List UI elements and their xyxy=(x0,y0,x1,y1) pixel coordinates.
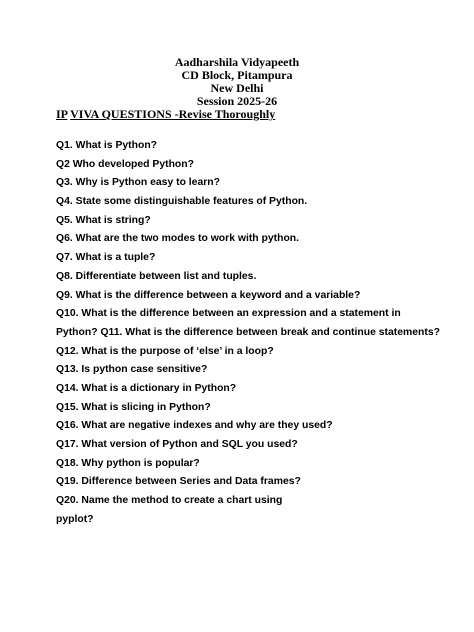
question-line: Q19. Difference between Series and Data frames? xyxy=(56,476,301,488)
question-line: Q7. What is a tuple? xyxy=(56,252,156,264)
question-line: Q9. What is the difference between a keyword and a variable? xyxy=(56,289,361,301)
question-line: Q20. Name the method to create a chart using xyxy=(56,495,283,507)
question-line: Q8. Differentiate between list and tuples. xyxy=(56,270,257,282)
question-line: Q10. What is the difference between an expression and a statement in xyxy=(56,308,401,320)
question-line: Q15. What is slicing in Python? xyxy=(56,401,211,413)
school-name: Aadharshila Vidyapeeth xyxy=(174,55,300,69)
school-header xyxy=(0,56,474,108)
question-line: Q17. What version of Python and SQL you used? xyxy=(56,439,298,450)
question-line: Q18. Why python is popular? xyxy=(56,457,200,469)
question-list xyxy=(56,137,466,529)
question-line: pyplot? xyxy=(56,513,94,525)
question-line: Q4. State some distinguishable features of Python. xyxy=(56,196,308,208)
question-line: Q12. What is the purpose of ‘else’ in a loop? xyxy=(56,345,274,357)
school-city: New Delhi xyxy=(210,81,264,95)
question-line: Q13. Is python case sensitive? xyxy=(56,364,208,376)
title-text: VIVA QUESTIONS -Revise Thoroughly xyxy=(70,107,276,121)
question-line: Q5. What is string? xyxy=(56,214,151,226)
question-line: Q6. What are the two modes to work with python. xyxy=(56,233,300,245)
question-line: Q1. What is Python? xyxy=(56,140,158,151)
question-line: Q3. Why is Python easy to learn? xyxy=(56,177,220,189)
question-line: Q16. What are negative indexes and why are they used? xyxy=(56,420,333,432)
question-line: Q2 Who developed Python? xyxy=(56,158,194,170)
school-address: CD Block, Pitampura xyxy=(181,68,293,82)
session-label: Session 2025-26 xyxy=(196,94,278,108)
question-line: Q14. What is a dictionary in Python? xyxy=(56,382,237,394)
question-line: Python? Q11. What is the difference between break and continue statements? xyxy=(56,326,440,338)
document-title xyxy=(56,107,275,121)
title-subject: IP xyxy=(56,107,68,121)
